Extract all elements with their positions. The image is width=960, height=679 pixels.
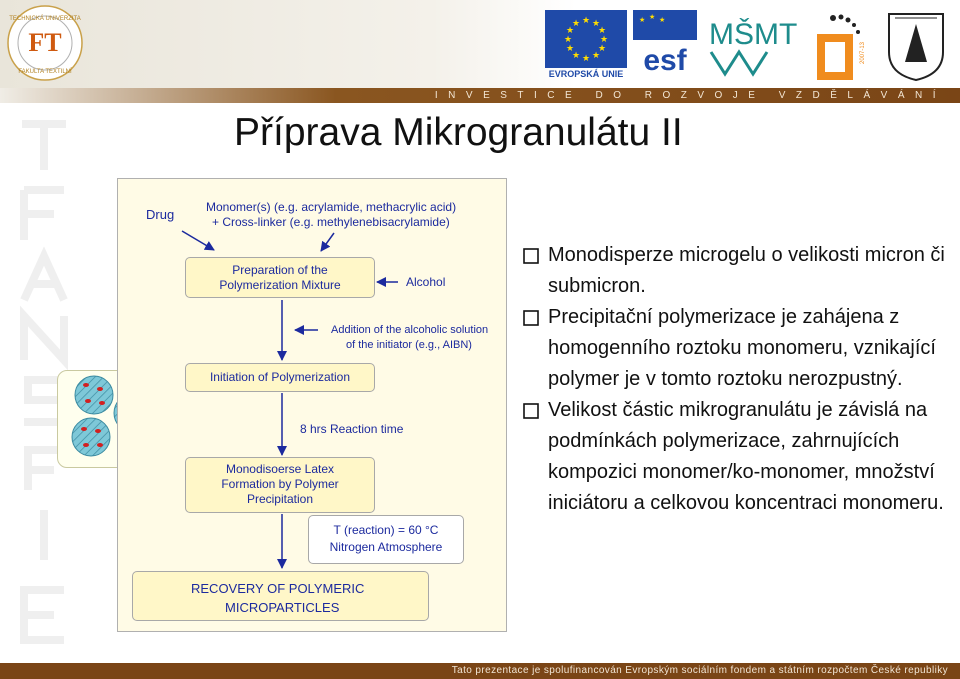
svg-text:★: ★ [591, 19, 601, 29]
svg-text:★: ★ [639, 16, 646, 24]
seal-lettering-bottom: FAKULTA TEXTILNÍ [18, 69, 72, 75]
latex-line-3: Precipitation [246, 492, 314, 506]
svg-text:★: ★ [591, 51, 601, 61]
bullet-item [521, 395, 946, 519]
svg-text:★: ★ [565, 44, 575, 54]
checkbox-bullet-icon [521, 403, 541, 419]
preparation-line-2: Polymerization Mixture [219, 278, 341, 292]
bullet-text: Velikost částic mikrogranulátu je závislá na podmínkách polymerizace, zahrnujících kompozici monomer/ko-monomer, množství iniciátoru a celkovou koncentraci monomeru. [548, 399, 944, 514]
seal-monogram: FT [28, 28, 62, 57]
footer-text: Tato prezentace je spolufinancován Evropským sociálním fondem a státním rozpočtem České republiky [451, 665, 948, 676]
bullet-text: Monodisperze microgelu o velikosti micron či submicron. [548, 244, 945, 297]
investment-band [0, 88, 960, 103]
recovery-box [132, 571, 429, 621]
header-bar [0, 0, 960, 88]
svg-text:★: ★ [659, 16, 666, 24]
monomer-line-2: + Cross-linker (e.g. methylenebisacrylamide) [212, 215, 450, 229]
msmt-logo [705, 14, 805, 80]
university-seal-logo [6, 4, 84, 82]
faculty-crest-logo [885, 10, 947, 82]
svg-text:★: ★ [581, 54, 591, 64]
arrow-monomer-right [321, 233, 334, 251]
bullet-list [521, 240, 946, 519]
bullet-text: Precipitační polymerizace je zahájena z homogenního roztoku monomeru, vznikající polymer je v tomto roztoku nerozpustný. [548, 306, 936, 390]
recovery-line-2: MICROPARTICLES [225, 600, 340, 615]
band-text: INVESTICE DO ROZVOJE VZDĚLÁVÁNÍ [434, 90, 946, 101]
addition-line-2: of the initiator (e.g., AIBN) [346, 339, 472, 351]
svg-text:★: ★ [597, 26, 607, 36]
addition-line-1: Addition of the alcoholic solution [331, 324, 489, 336]
synthesis-flow-diagram [117, 178, 507, 632]
checkbox-bullet-icon [521, 310, 541, 326]
svg-text:★: ★ [571, 51, 581, 61]
alcohol-label: Alcohol [406, 275, 446, 289]
checkbox-bullet-icon [521, 248, 541, 264]
latex-line-1: Monodisoerse Latex [225, 462, 335, 476]
preparation-line-1: Preparation of the [232, 263, 328, 277]
monomer-line-1: Monomer(s) (e.g. acrylamide, methacrylic acid) [206, 200, 457, 214]
latex-formation-box [185, 457, 375, 513]
svg-text:★: ★ [563, 35, 573, 45]
conditions-line-2: Nitrogen Atmosphere [329, 540, 443, 554]
initiation-label: Initiation of Polymerization [209, 370, 351, 384]
latex-line-2: Formation by Polymer [221, 477, 339, 491]
bullet-item [521, 302, 946, 395]
reaction-time-label: 8 hrs Reaction time [300, 422, 404, 436]
initiation-box [185, 363, 375, 392]
svg-text:★: ★ [649, 13, 656, 21]
msmt-text: MŠMT [709, 18, 798, 51]
arrow-monomer-left [182, 231, 214, 250]
eu-label: EVROPSKÁ UNIE [548, 69, 624, 79]
svg-text:★: ★ [571, 19, 581, 29]
drug-label: Drug [146, 207, 175, 222]
seal-lettering: TECHNICKÁ UNIVERZITA [9, 16, 81, 22]
svg-text:★: ★ [599, 35, 609, 45]
svg-text:★: ★ [597, 44, 607, 54]
bullet-item [521, 240, 946, 302]
svg-text:★: ★ [581, 16, 591, 26]
diagram-arrows [118, 179, 508, 633]
svg-text:★: ★ [565, 26, 575, 36]
op-vk-logo [807, 12, 867, 84]
footer-bar [0, 663, 960, 679]
esf-logo [633, 10, 697, 76]
recovery-line-1: RECOVERY OF POLYMERIC [191, 581, 365, 596]
op-badge: 2007-13 [860, 41, 866, 64]
eu-flag-logo [545, 10, 627, 68]
preparation-box [185, 257, 375, 298]
esf-text: esf [643, 44, 687, 76]
conditions-line-1: T (reaction) = 60 °C [333, 523, 439, 537]
slide-title: Příprava Mikrogranulátu II [234, 111, 683, 154]
conditions-box [308, 515, 464, 564]
